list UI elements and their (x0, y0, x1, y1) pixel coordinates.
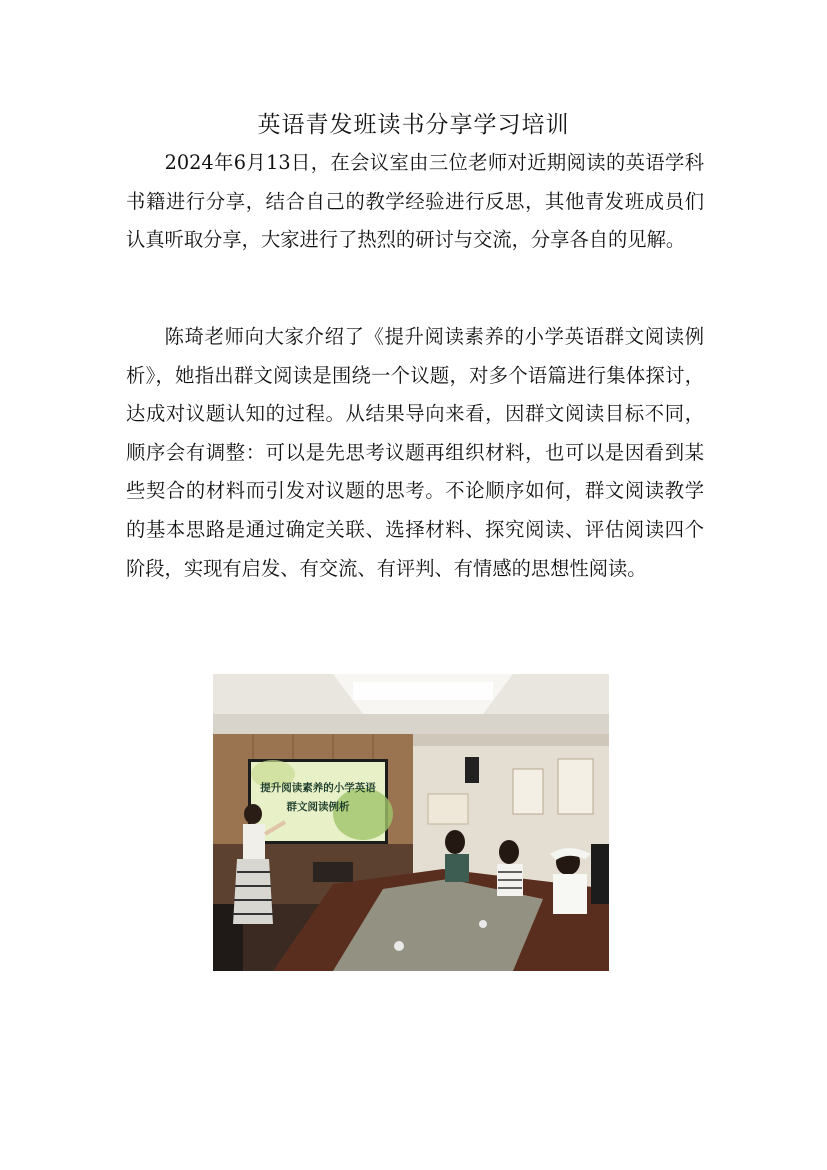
meeting-photo (213, 674, 609, 971)
paragraph-2: 陈琦老师向大家介绍了《提升阅读素养的小学英语群文阅读例析》，她指出群文阅读是围绕一个议题，对多个语篇进行集体探讨，达成对议题认知的过程。从结果导向来看，因群文阅读目标不同，顺序会有调整：可以是先思考议题再组织材料，也可以是因看到某些契合的材料而引发对议题的思考。不论顺序如何，群文阅读教学的基本思路是通过确定关联、选择材料、探究阅读、评估阅读四个阶段，实现有启发、有交流、有评判、有情感的思想性阅读。 (126, 325, 704, 580)
document-title: 英语青发班读书分享学习培训 (257, 112, 570, 138)
screen-title-line1: 提升阅读素养的小学英语 (260, 782, 376, 794)
screen-title-line2: 群文阅读例析 (286, 801, 350, 813)
paragraph-1: 2024年6月13日，在会议室由三位老师对近期阅读的英语学科书籍进行分享，结合自己的教学经验进行反思，其他青发班成员们认真听取分享，大家进行了热烈的研讨与交流，分享各自的见解。 (126, 151, 704, 252)
